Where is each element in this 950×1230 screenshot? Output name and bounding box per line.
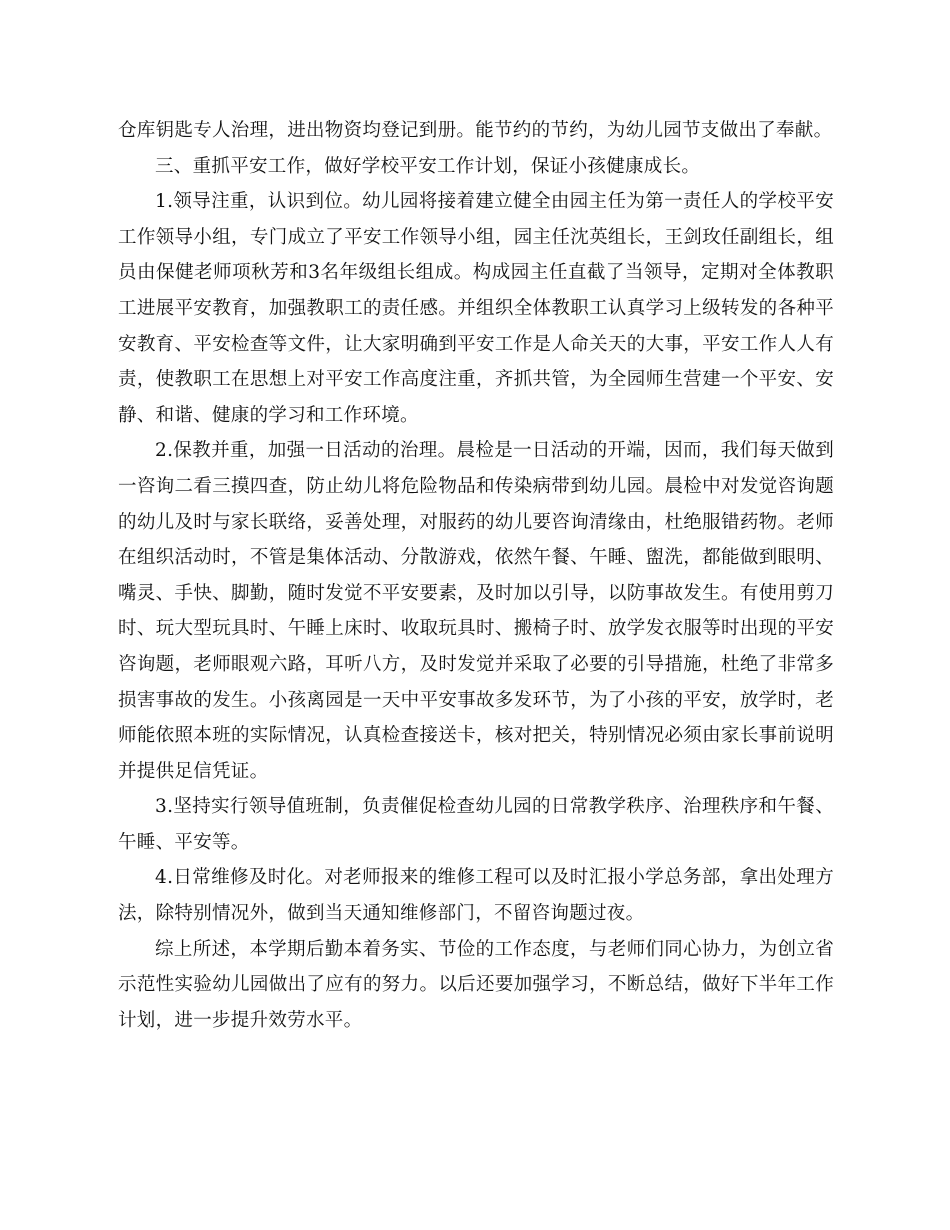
paragraph-duty-system: 3.坚持实行领导值班制，负责催促检查幼儿园的日常教学秩序、治理秩序和午餐、午睡、平安等。 [118,796,834,853]
paragraph-summary: 综上所述，本学期后勤本着务实、节俭的工作态度，与老师们同心协力，为创立省示范性实验幼儿园做出了应有的努力。以后还要加强学习，不断总结，做好下半年工作计划，进一步提升效劳水平。 [118,938,834,1031]
paragraph-daily-activities: 2.保教并重，加强一日活动的治理。晨检是一日活动的开端，因而，我们每天做到一咨询二看三摸四查，防止幼儿将危险物品和传染病带到幼儿园。晨检中对发觉咨询题的幼儿及时与家长联络，妥善处理，对服药的幼儿要咨询清缘由，杜绝服错药物。老师在组织活动时，不管是集体活动、分散游戏，依然午餐、午睡、盥洗，都能做到眼明、嘴灵、手快、脚勤，随时发觉不平安要素，及时加以引导，以防事故发生。有使用剪刀时、玩大型玩具时、午睡上床时、收取玩具时、搬椅子时、放学发衣服等时出现的平安咨询题，老师眼观六路，耳听八方，及时发觉并采取了必要的引导措施，杜绝了非常多损害事故的发生。小孩离园是一天中平安事故多发环节，为了小孩的平安，放学时，老师能依照本班的实际情况，认真检查接送卡，核对把关，特别情况必须由家长事前说明并提供足信凭证。 [118,440,834,782]
paragraph-leadership: 1.领导注重，认识到位。幼儿园将接着建立健全由园主任为第一责任人的学校平安工作领导小组，专门成立了平安工作领导小组，园主任沈英组长，王剑玫任副组长，组员由保健老师项秋芳和3名年级组长组成。构成园主任直截了当领导，定期对全体教职工进展平安教育，加强教职工的责任感。并组织全体教职工认真学习上级转发的各种平安教育、平安检查等文件，让大家明确到平安工作是人命关天的大事，平安工作人人有责，使教职工在思想上对平安工作高度注重，齐抓共管，为全园师生营建一个平安、安静、和谐、健康的学习和工作环境。 [118,191,834,426]
document-body [118,113,834,1038]
section-heading-safety: 三、重抓平安工作，做好学校平安工作计划，保证小孩健康成长。 [155,155,701,177]
paragraph-maintenance: 4.日常维修及时化。对老师报来的维修工程可以及时汇报小学总务部，拿出处理方法，除特别情况外，做到当天通知维修部门，不留咨询题过夜。 [118,867,834,925]
paragraph-continuation: 仓库钥匙专人治理，进出物资均登记到册。能节约的节约，为幼儿园节支做出了奉献。 [118,120,833,141]
